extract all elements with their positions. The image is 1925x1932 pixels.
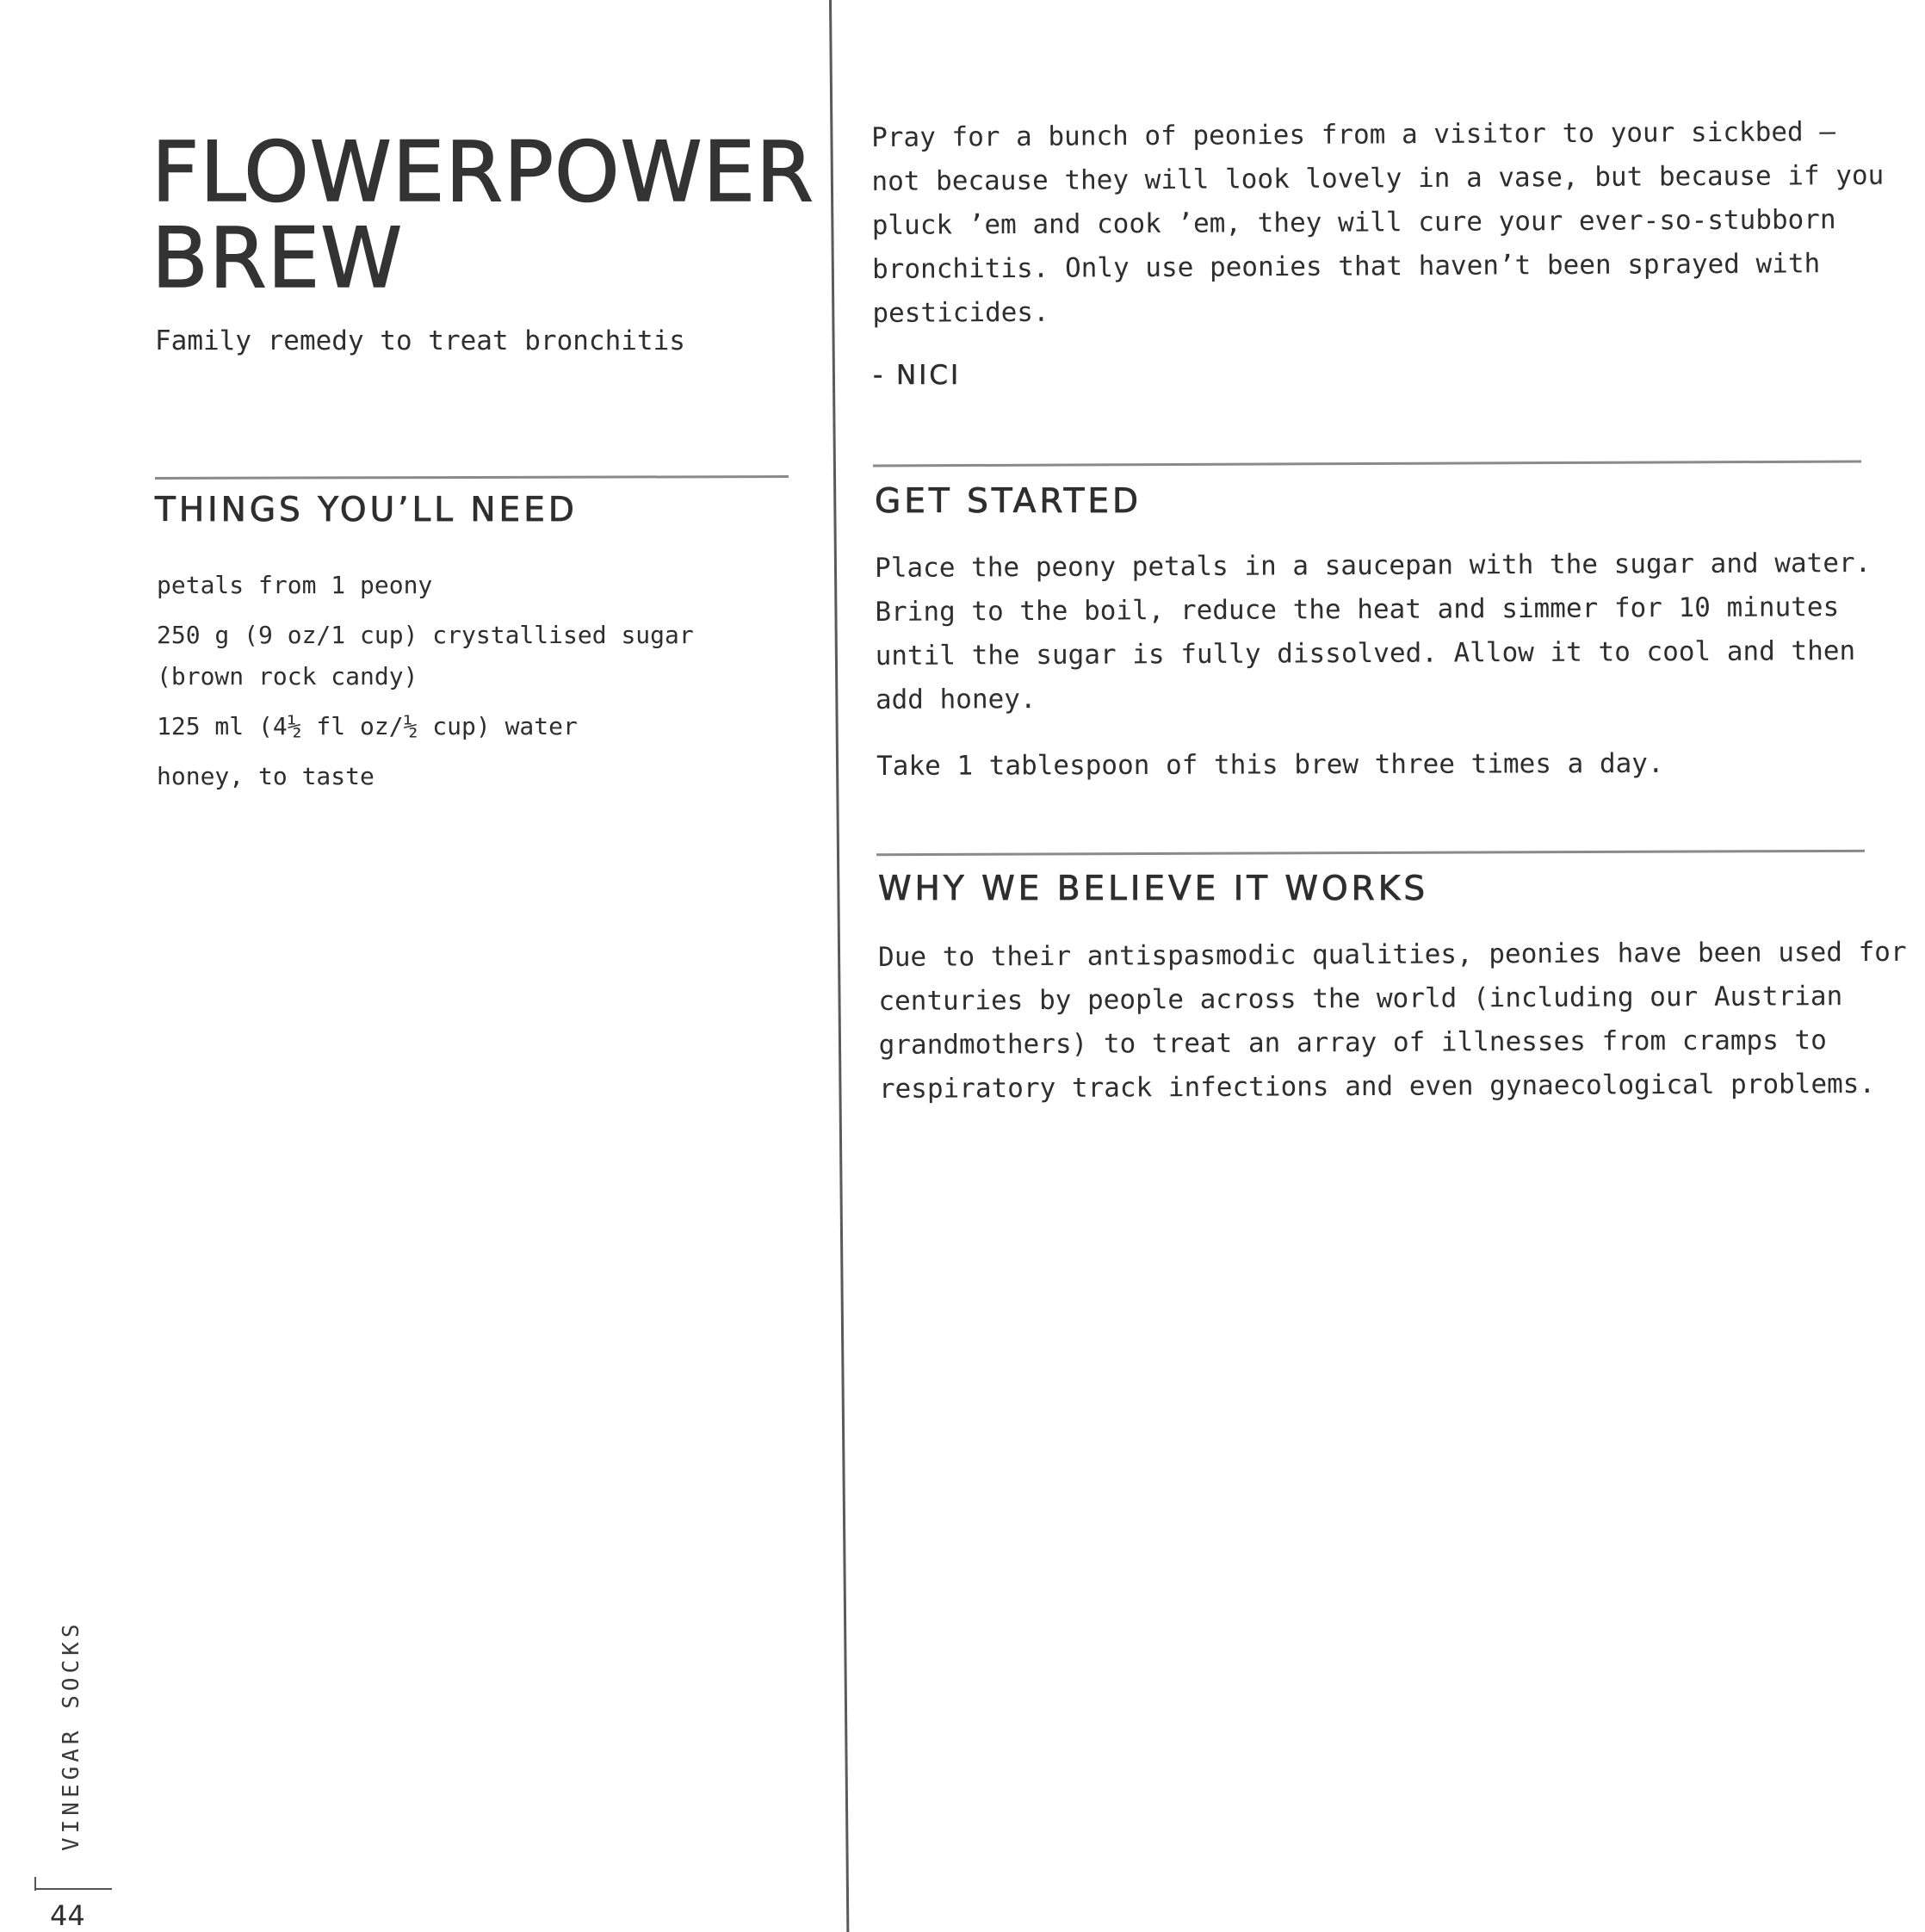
folio-rule <box>34 1888 112 1890</box>
why-it-works-paragraph: Due to their antispasmodic qualities, peonies have been used for centuries by people across the world (including our Austrian grandmothers) to treat an array of illnesses from cramps to respiratory track infections and even gynaecological problems. <box>878 936 1907 1105</box>
ingredient-item: 125 ml (4½ fl oz/½ cup) water <box>157 712 578 740</box>
intro-paragraph: Pray for a bunch of peonies from a visitor to your sickbed – not because they will look lovely in a vase, but because if you pluck ’em and cook ’em, they will cure your ever-so-stubborn bronchitis. Only use peonies that haven’t been sprayed with pesticides. <box>871 116 1885 329</box>
recipe-title-line-1: FLOWERPOWER <box>152 124 814 220</box>
method-paragraph: Place the peony petals in a saucepan with the sugar and water. Bring to the boil, reduce the heat and simmer for 10 minutes until the sugar is fully dissolved. Allow it to cool and then add honey. <box>875 547 1872 715</box>
things-you-need-heading: THINGS YOU’LL NEED <box>155 491 578 529</box>
running-head: VINEGAR SOCKS <box>59 1619 84 1851</box>
ingredient-item: petals from 1 peony <box>157 571 433 599</box>
page-number: 44 <box>50 1899 85 1932</box>
recipe-title-line-2: BREW <box>152 210 404 307</box>
ingredient-list <box>157 565 694 806</box>
section-divider-needs <box>155 475 789 480</box>
section-divider-why <box>876 850 1865 856</box>
author-signature: - NICI <box>873 360 962 391</box>
ingredient-item: honey, to taste <box>157 762 374 790</box>
dosage-paragraph: Take 1 tablespoon of this brew three times a day. <box>876 747 1664 782</box>
why-it-works-heading: WHY WE BELIEVE IT WORKS <box>878 870 1429 908</box>
book-spine-divider <box>829 0 849 1932</box>
get-started-heading: GET STARTED <box>875 482 1142 521</box>
recipe-subtitle: Family remedy to treat bronchitis <box>155 325 685 356</box>
recipe-title <box>152 124 814 307</box>
ingredient-item: 250 g (9 oz/1 cup) crystallised sugar (brown rock candy) <box>157 621 694 690</box>
section-divider-get-started <box>873 460 1861 467</box>
